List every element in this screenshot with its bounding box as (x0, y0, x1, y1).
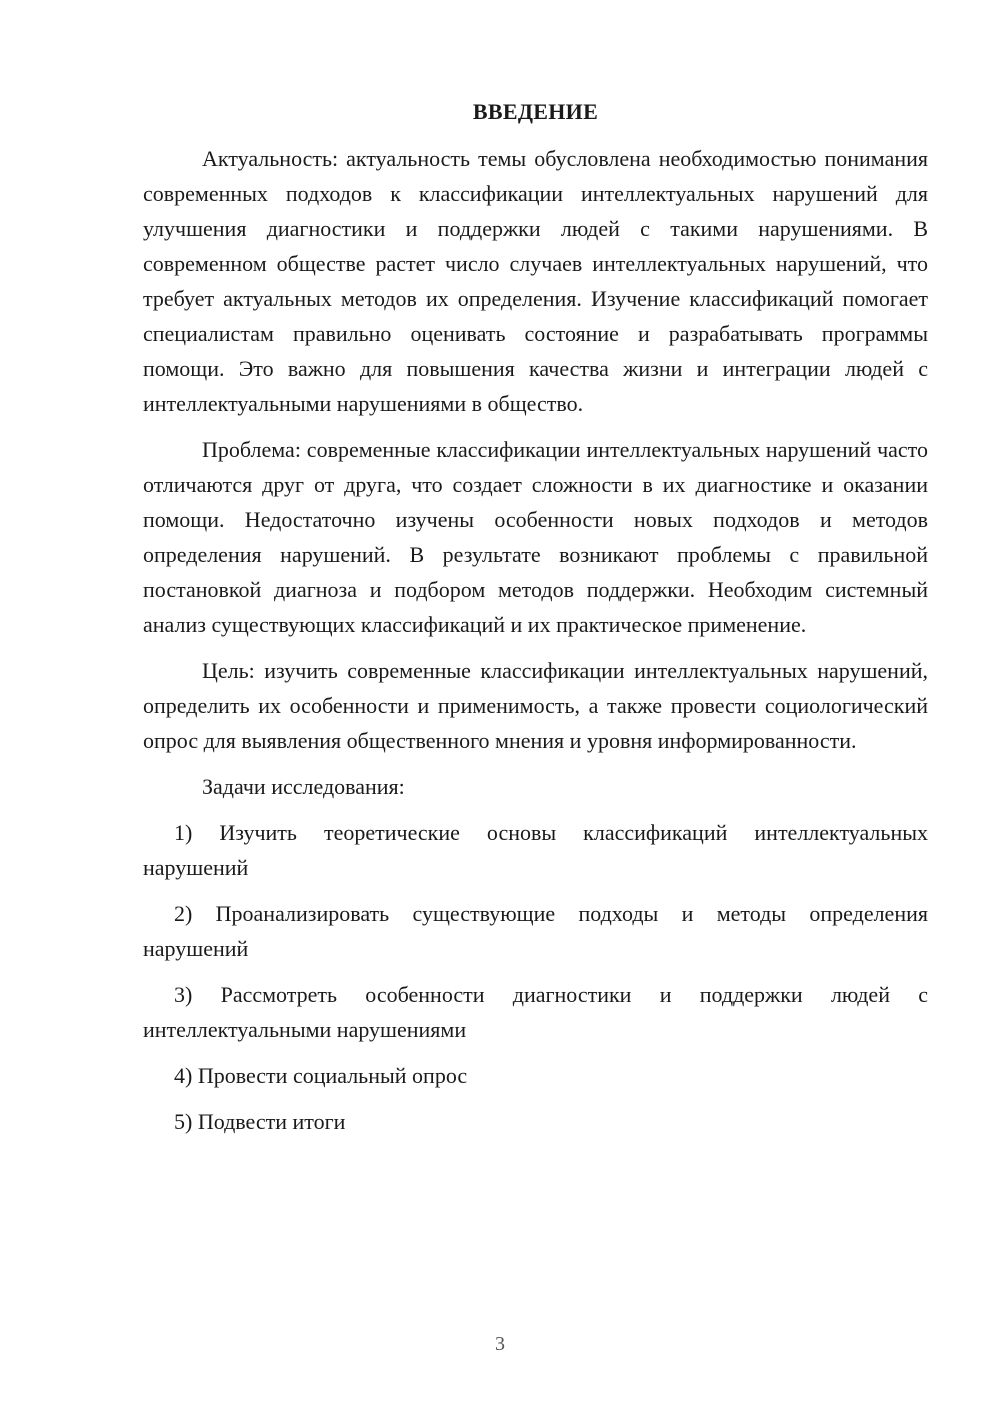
document-page (143, 94, 928, 1139)
list-item: 2) Проанализировать существующие подходы и методы определения нарушений (143, 901, 928, 961)
tasks-list (143, 815, 928, 1139)
list-item: 1) Изучить теоретические основы классификаций интеллектуальных нарушений (143, 820, 928, 880)
list-item: 3) Рассмотреть особенности диагностики и поддержки людей с интеллектуальными нарушениями (143, 982, 928, 1042)
page-number: 3 (495, 1333, 505, 1355)
paragraph-relevance: Актуальность: актуальность темы обусловлена необходимостью понимания современных подходов к классификации интеллектуальных нарушений для улучшения диагностики и поддержки людей с такими нарушениями. В современном обществе растет число случаев интеллектуальных нарушений, что требует актуальных методов их определения. Изучение классификаций помогает специалистам правильно оценивать состояние и разрабатывать программы помощи. Это важно для повышения качества жизни и интеграции людей с интеллектуальными нарушениями в общество. (143, 146, 928, 416)
paragraph-problem: Проблема: современные классификации интеллектуальных нарушений часто отличаются друг от друга, что создает сложности в их диагностике и оказании помощи. Недостаточно изучены особенности новых подходов и методов определения нарушений. В результате возникают проблемы с правильной постановкой диагноза и подбором методов поддержки. Необходим системный анализ существующих классификаций и их практическое применение. (143, 437, 928, 637)
tasks-heading: Задачи исследования: (202, 774, 405, 799)
page-title: ВВЕДЕНИЕ (472, 99, 599, 124)
paragraph-goal: Цель: изучить современные классификации интеллектуальных нарушений, определить их особенности и применимость, а также провести социологический опрос для выявления общественного мнения и уровня информированности. (143, 658, 928, 753)
list-item: 5) Подвести итоги (174, 1109, 346, 1134)
list-item: 4) Провести социальный опрос (174, 1063, 468, 1088)
